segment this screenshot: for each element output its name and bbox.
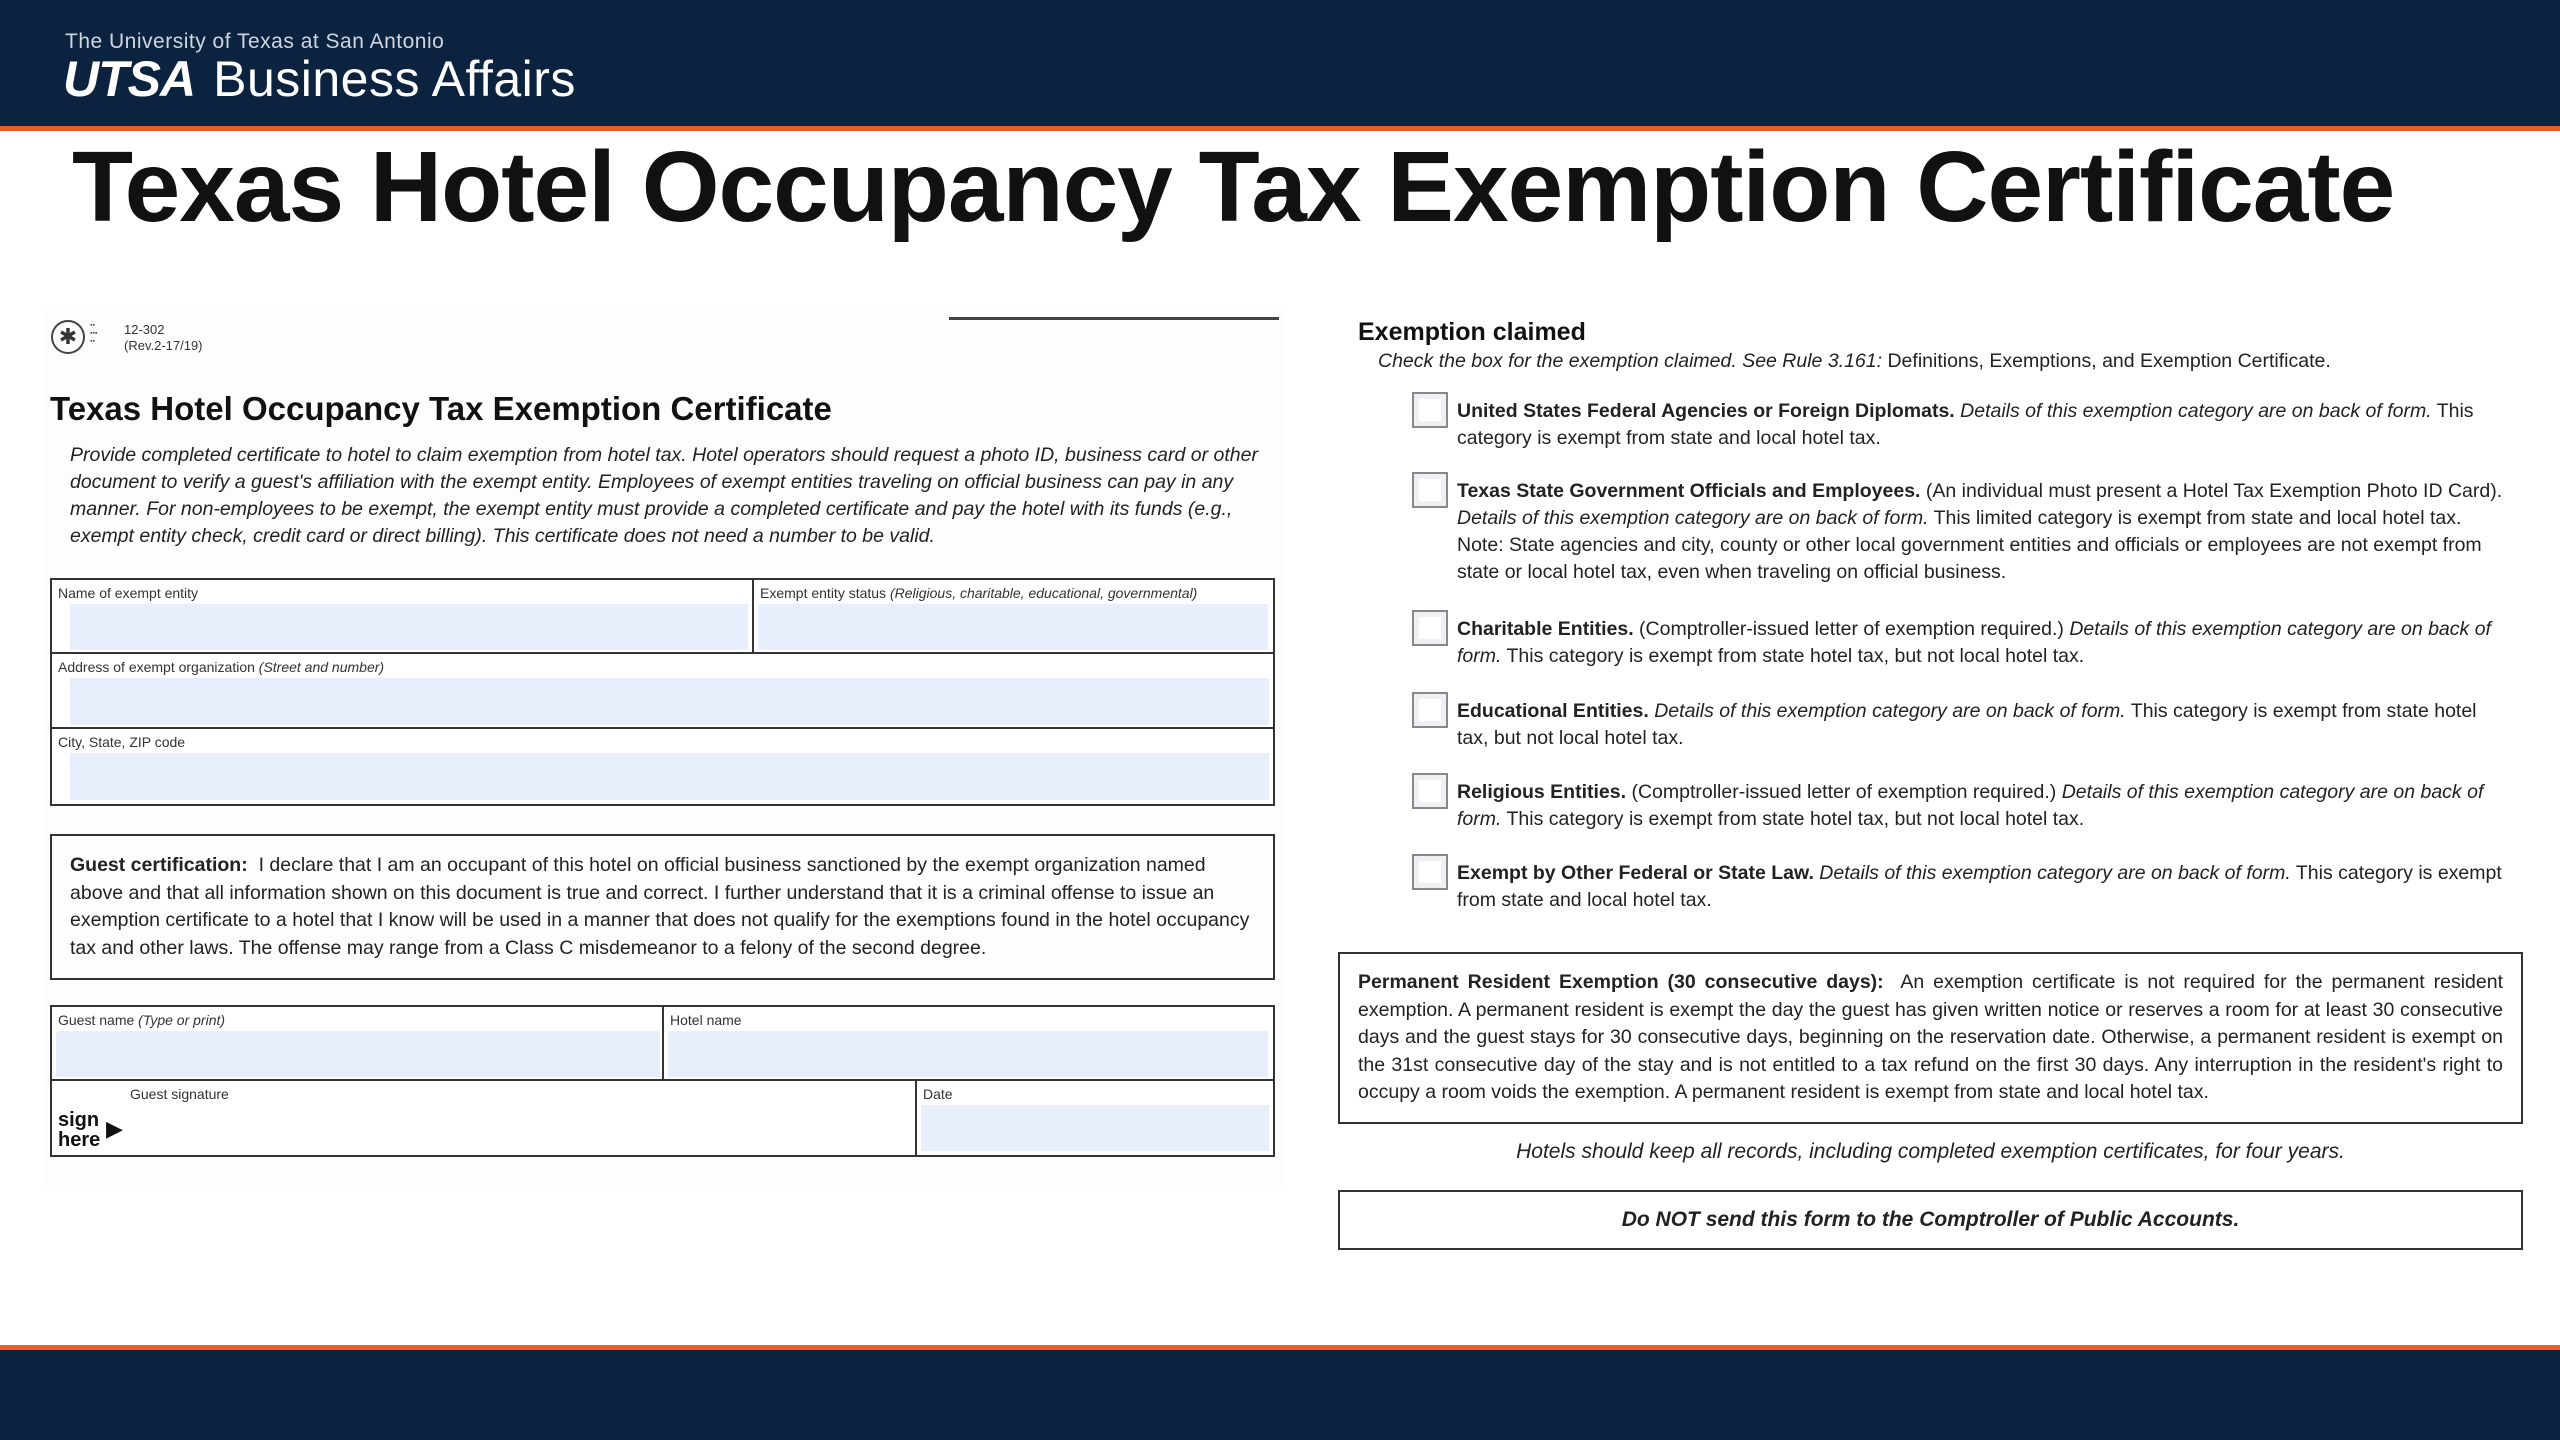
date-field[interactable] [917, 1081, 1273, 1155]
agency-mark-icon: ▪▪ ▪▪▪ ▪▪ [90, 322, 98, 345]
exemption-title: Religious Entities. [1457, 781, 1627, 803]
exemption-title: United States Federal Agencies or Foreign Diplomats. [1457, 400, 1955, 422]
field-label: Name of exempt entity [58, 585, 199, 601]
exempt-org-address-field[interactable] [52, 654, 1273, 729]
header-bar [0, 0, 2560, 131]
exemption-details-note: Details of this exemption category are on back of form. [1457, 507, 1929, 529]
guest-signature-field[interactable] [52, 1081, 917, 1155]
exemption-details-note: Details of this exemption category are on back of form. [1960, 400, 2432, 422]
address-hint-text: (Street and number) [258, 659, 385, 675]
exemption-federal-agencies [1457, 398, 2507, 452]
field-label [58, 1012, 225, 1028]
exemption-claimed-image [1290, 310, 2555, 1300]
exemption-details-note: Details of this exemption category are on back of form. [1457, 781, 2484, 830]
exemption-details-note: Details of this exemption category are on back of form. [1654, 700, 2126, 722]
hotel-name-field[interactable] [664, 1007, 1273, 1081]
checkbox-other-law[interactable] [1412, 854, 1448, 890]
exemption-text: This category is exempt from state hotel tax, but not local hotel tax. [1457, 700, 2477, 749]
university-line: The University of Texas at San Antonio [65, 30, 445, 53]
exemption-title: Exempt by Other Federal or State Law. [1457, 862, 1814, 884]
exemption-title: Texas State Government Officials and Employees. [1457, 480, 1921, 502]
exemption-heading: Exemption claimed [1358, 318, 1586, 346]
exempt-entity-status-field[interactable] [754, 580, 1273, 654]
exemption-religious [1457, 779, 2507, 833]
guest-name-field[interactable] [52, 1007, 664, 1081]
checkbox-federal-agencies[interactable] [1412, 392, 1448, 428]
status-label-text: Exempt entity status [760, 585, 887, 601]
exemption-title: Charitable Entities. [1457, 618, 1634, 640]
sign-here-text-2: here [58, 1129, 101, 1151]
exemption-requirement: (Comptroller-issued letter of exemption required.) [1631, 781, 2057, 803]
field-label [760, 585, 1197, 601]
exemption-requirement: (An individual must present a Hotel Tax Exemption Photo ID Card). [1925, 480, 2503, 502]
do-not-send-notice: Do NOT send this form to the Comptroller of Public Accounts. [1338, 1190, 2523, 1250]
certification-text: I declare that I am an occupant of this hotel on official business sanctioned by the exempt organization named above and that all information shown on this document is true and correct. I further understand that it is a criminal offense to issue an exemption certificate to a hotel that I know will be used in a manner that does not qualify for the exemptions found in the hotel occupancy tax and other laws. The offense may range from a Class C misdemeanor to a felony of the second degree. [70, 854, 1250, 959]
form-intro: Provide completed certificate to hotel to claim exemption from hotel tax. Hotel operators should request a photo ID, business card or other document to verify a guest's affiliation with the exempt entity. Employees of exempt entities traveling on official business can pay in any manner. For non-employees to be exempt, the exempt entity must provide a completed certificate and pay the hotel with its funds (e.g., exempt entity check, credit card or direct billing). This certificate does not need a number to be valid. [70, 444, 1258, 547]
exemption-other-law [1457, 860, 2507, 914]
guest-info-box [50, 1005, 1275, 1157]
permanent-heading: Permanent Resident Exemption (30 consecutive days): [1358, 971, 1884, 993]
field-label: Date [923, 1086, 953, 1102]
permanent-resident-box [1338, 952, 2523, 1124]
status-hint-text: (Religious, charitable, educational, governmental) [889, 585, 1198, 601]
form-header-rule [949, 317, 1279, 320]
form-revision: (Rev.2-17/19) [124, 338, 203, 353]
entity-info-box [50, 578, 1275, 806]
records-note: Hotels should keep all records, including completed exemption certificates, for four years. [1516, 1140, 2345, 1163]
exemption-text: This category is exempt from state and local hotel tax. [1457, 862, 2502, 911]
exemption-charitable [1457, 616, 2507, 670]
guest-name-hint-text: (Type or print) [138, 1012, 226, 1028]
checkbox-religious[interactable] [1412, 773, 1448, 809]
sign-here-marker [58, 1110, 100, 1150]
logo-department: Business Affairs [213, 51, 576, 107]
field-label [58, 659, 384, 675]
exemption-details-note: Details of this exemption category are on back of form. [1457, 618, 2491, 667]
exemption-details-note: Details of this exemption category are on back of form. [1819, 862, 2291, 884]
footer-bar [0, 1345, 2560, 1440]
exempt-entity-name-field[interactable] [52, 580, 754, 654]
certification-heading: Guest certification [70, 854, 242, 876]
field-label: City, State, ZIP code [58, 734, 186, 750]
instruction-italic: Check the box for the exemption claimed. See Rule 3.161: [1378, 350, 1883, 372]
exemption-text: This limited category is exempt from state and local hotel tax. Note: State agencies and city, county or other local government entities and officials or employees are not exempt from state or local hotel tax, even when traveling on official business. [1457, 507, 2482, 583]
exemption-text: This category is exempt from state hotel tax, but not local hotel tax. [1506, 808, 2085, 830]
exemption-instruction [1378, 350, 2331, 373]
field-label: Guest signature [130, 1086, 229, 1102]
form-title: Texas Hotel Occupancy Tax Exemption Certificate [50, 390, 832, 427]
sign-arrow-icon: ▶ [106, 1116, 123, 1141]
exemption-title: Educational Entities. [1457, 700, 1649, 722]
checkbox-state-officials[interactable] [1412, 472, 1448, 508]
logo-utsa: UTSA [63, 51, 196, 107]
guest-certification: Guest certification: I declare that I am an occupant of this hotel on official business sanctioned by the exempt organization named above and that all information shown on this document is true and correct. I further understand that it is a criminal offense to issue an exemption certificate to a hotel that I know will be used in a manner that does not qualify for the exemptions found in the hotel occupancy tax and other laws. The offense may range from a Class C misdemeanor to a felony of the second degree. [50, 834, 1275, 980]
permanent-text: An exemption certificate is not required for the permanent resident exemption. A permanent resident is exempt the day the guest has given written notice or reserves a room for at least 30 consecutive days and the guest stays for 30 consecutive days, beginning on the reservation date. Otherwise, a permanent resident is exempt on the 31st consecutive day of the stay and is not entitled to a tax refund on the first 30 days. Any interruption in the resident's right to occupy a room voids the exemption. A permanent resident is exempt from state and local hotel tax. [1358, 971, 2503, 1103]
utsa-logo[interactable] [63, 50, 576, 106]
instruction-plain: Definitions, Exemptions, and Exemption Certificate. [1887, 350, 2331, 372]
form-number-value: 12-302 [124, 322, 165, 337]
comptroller-seal-icon: ✱ [51, 320, 85, 354]
slide-title: Texas Hotel Occupancy Tax Exemption Certificate [72, 131, 2395, 243]
sign-here-text-1: sign [58, 1109, 100, 1131]
certificate-form-image [44, 310, 1284, 1190]
address-label-text: Address of exempt organization [58, 659, 255, 675]
form-number [124, 322, 203, 354]
field-label: Hotel name [670, 1012, 742, 1028]
exemption-educational [1457, 698, 2507, 752]
exemption-state-officials [1457, 478, 2507, 586]
guest-name-label-text: Guest name [58, 1012, 135, 1028]
exemption-text: This category is exempt from state and local hotel tax. [1457, 400, 2474, 449]
checkbox-charitable[interactable] [1412, 610, 1448, 646]
footer-orange-rule [0, 1345, 2560, 1350]
checkbox-educational[interactable] [1412, 692, 1448, 728]
city-state-zip-field[interactable] [52, 729, 1273, 804]
exemption-text: This category is exempt from state hotel tax, but not local hotel tax. [1506, 645, 2085, 667]
exemption-requirement: (Comptroller-issued letter of exemption required.) [1639, 618, 2064, 640]
